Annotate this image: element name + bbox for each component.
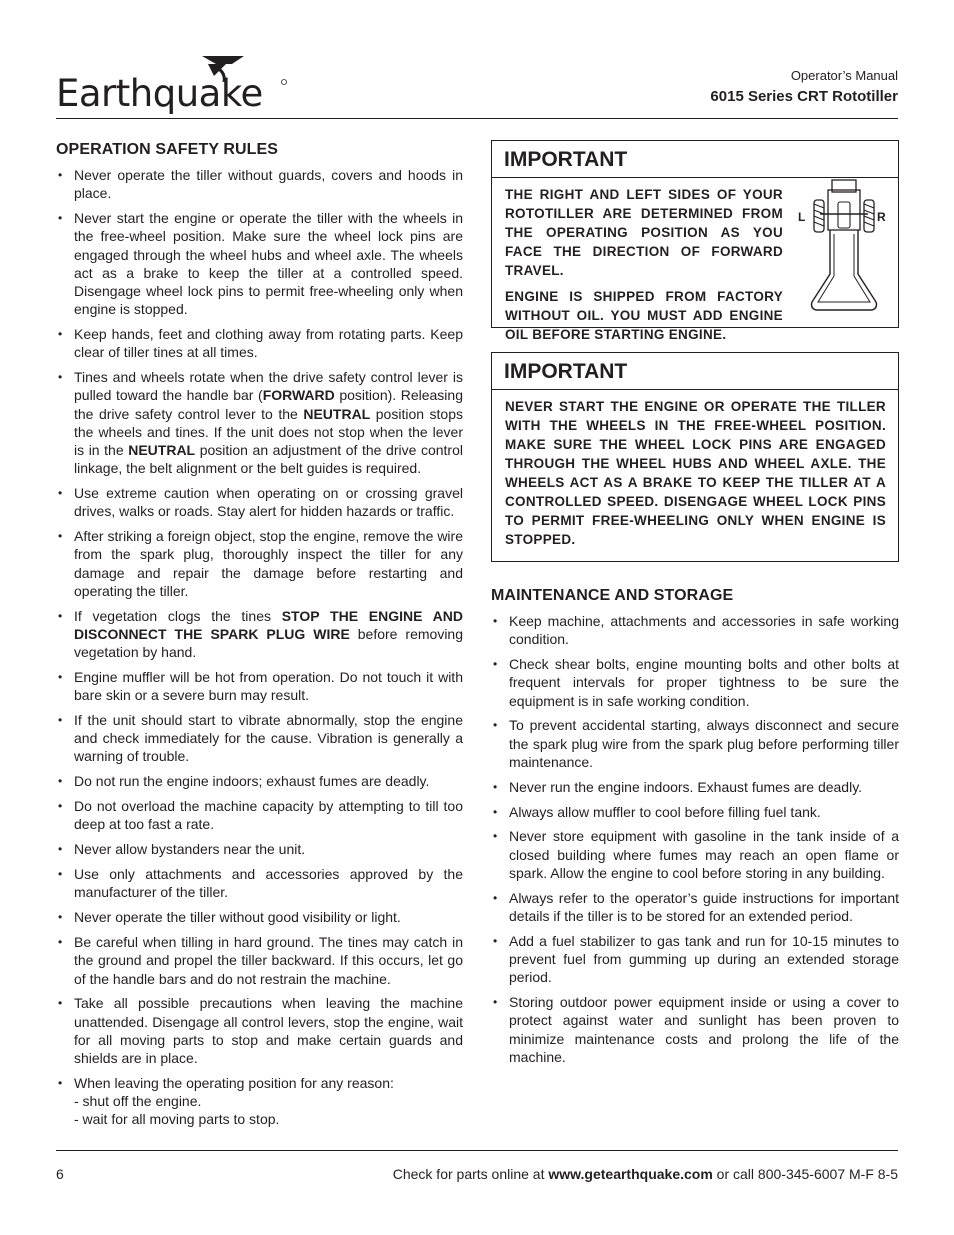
list-item: • Keep machine, attachments and accessories in safe working condition.	[491, 612, 899, 648]
item-text: position). Releasing the drive safety control lever to the	[74, 387, 463, 422]
footer-rule	[56, 1150, 898, 1151]
footer-text: Check for parts online at	[392, 1166, 549, 1182]
list-item: • Use extreme caution when operating on or crossing gravel drives, walks or roads. Stay alert for hidden hazards or traffic.	[56, 484, 463, 520]
list-item: • Do not run the engine indoors; exhaust fumes are deadly.	[56, 772, 463, 790]
item-subline: - wait for all moving parts to stop.	[74, 1111, 280, 1128]
website-link[interactable]: www.getearthquake.com	[548, 1166, 713, 1182]
list-item: • Always allow muffler to cool before filling fuel tank.	[491, 803, 899, 821]
important-text: THE RIGHT AND LEFT SIDES OF YOUR ROTOTILLER ARE DETERMINED FROM THE OPERATING POSITION AS YOU FACE THE DIRECTION OF FORWARD TRAVEL.	[505, 187, 783, 278]
item-text: Tines and wheels rotate when the drive safety control lever is pulled toward the handle bar (	[74, 369, 463, 404]
list-item: • Add a fuel stabilizer to gas tank and run for 10-15 minutes to prevent fuel from gumming up during an extended storage period.	[491, 932, 899, 987]
important-title: IMPORTANT	[492, 141, 898, 178]
safety-rules-section	[56, 140, 463, 1135]
list-item: • If the unit should start to vibrate abnormally, stop the engine and check immediately for the cause. Vibration is generally a warning of trouble.	[56, 711, 463, 766]
list-item: • Always refer to the operator’s guide instructions for important details if the tiller is to be stored for an extended period.	[491, 889, 899, 925]
svg-text:Earthquake: Earthquake	[56, 72, 263, 114]
list-item: • Never allow bystanders near the unit.	[56, 840, 463, 858]
important-body	[492, 178, 795, 356]
maintenance-section	[491, 586, 899, 1066]
important-body	[492, 390, 898, 561]
important-box-sides	[491, 140, 899, 342]
page-header	[56, 50, 898, 118]
list-item: • Storing outdoor power equipment inside or using a cover to protect against water and sunlight has been proven to minimize maintenance costs and prolong the life of the machine.	[491, 993, 899, 1066]
list-item: • Be careful when tilling in hard ground. The tines may catch in the ground and propel the tiller backward. If this occurs, let go of the handle bars and do not restrain the machine.	[56, 933, 463, 988]
list-item: • Never operate the tiller without guards, covers and hoods in place.	[56, 166, 463, 202]
right-side-label: R	[877, 210, 886, 224]
maintenance-heading: MAINTENANCE AND STORAGE	[491, 587, 734, 604]
footer-text: or call 800-345-6007 M-F 8-5	[712, 1166, 898, 1182]
item-subline: - shut off the engine.	[74, 1093, 202, 1110]
footer-contact	[393, 1165, 898, 1183]
item-text: If vegetation clogs the tines	[74, 607, 282, 624]
forward-term: FORWARD	[262, 387, 335, 404]
header-rule	[56, 118, 898, 119]
important-text: ENGINE IS SHIPPED FROM FACTORY WITHOUT OIL. YOU MUST ADD ENGINE OIL BEFORE STARTING ENGINE.	[505, 289, 783, 342]
important-box-freewheel	[491, 352, 899, 562]
list-item	[56, 368, 463, 477]
list-item: • Never run the engine indoors. Exhaust fumes are deadly.	[491, 778, 899, 796]
neutral-term: NEUTRAL	[128, 441, 196, 458]
list-item	[56, 1074, 463, 1129]
list-item	[56, 607, 463, 662]
list-item: • To prevent accidental starting, always disconnect and secure the spark plug wire from the spark plug before performing tiller maintenance.	[491, 716, 899, 771]
important-title: IMPORTANT	[492, 353, 898, 390]
important-text: NEVER START THE ENGINE OR OPERATE THE TILLER WITH THE WHEELS IN THE FREE-WHEEL POSITION. MAKE SURE THE WHEEL LOCK PINS ARE ENGAGED THROUGH THE WHEEL HUBS AND WHEEL AXLE. THE WHEELS ACT AS A BRAKE TO KEEP THE TILLER AT A CONTROLLED SPEED. DISENGAGE WHEEL LOCK PINS TO PERMIT FREE-WHEELING ONLY WHEN ENGINE IS STOPPED.	[505, 399, 886, 547]
left-side-label: L	[798, 210, 806, 224]
item-text: position stops the wheels and tines. If the unit does not stop when the lever is in the	[74, 405, 464, 458]
neutral-term: NEUTRAL	[303, 405, 371, 422]
list-item: • Never operate the tiller without good visibility or light.	[56, 908, 463, 926]
safety-rules-list	[56, 166, 463, 1129]
tiller-top-view-icon	[798, 178, 888, 326]
list-item: • Take all possible precautions when leaving the machine unattended. Disengage all control levers, stop the engine, wait for all moving parts to stop and make certain guards and shields are in place.	[56, 994, 463, 1067]
item-text: position an adjustment of the drive control linkage, the belt alignment or the belt guides is required.	[74, 441, 463, 477]
manual-subtitle: Operator’s Manual	[790, 68, 898, 83]
list-item: • Use only attachments and accessories approved by the manufacturer of the tiller.	[56, 865, 463, 901]
list-item: • Check shear bolts, engine mounting bolts and other bolts at frequent intervals for proper tightness to be sure the equipment is in safe working condition.	[491, 655, 899, 710]
right-column	[491, 140, 899, 1073]
manual-title: 6015 Series CRT Rototiller	[710, 88, 898, 105]
emphasis-warning: STOP THE ENGINE AND DISCONNECT THE SPARK PLUG WIRE	[74, 607, 463, 642]
safety-rules-heading: OPERATION SAFETY RULES	[56, 141, 279, 158]
item-text: before removing vegetation by hand.	[74, 625, 464, 660]
list-item: • Keep hands, feet and clothing away from rotating parts. Keep clear of tiller tines at all times.	[56, 325, 463, 361]
manual-title-block	[710, 68, 898, 107]
item-text: • When leaving the operating position for any reason:	[74, 1074, 394, 1091]
list-item: • After striking a foreign object, stop the engine, remove the wire from the spark plug, thoroughly inspect the tiller for any damage and repair the damage before restarting and operating the tiller.	[56, 527, 463, 600]
page-number: 6	[56, 1166, 64, 1182]
list-item: • Never start the engine or operate the tiller with the wheels in the free-wheel position. Make sure the wheel lock pins are engaged through the wheel hubs and wheel axle. The wheels act as a brake to keep the tiller at a controlled speed. Disengage wheel lock pins to permit free-wheeling only when engine is stopped.	[56, 209, 463, 318]
list-item: • Engine muffler will be hot from operation. Do not touch it with bare skin or a severe burn may result.	[56, 668, 463, 704]
earthquake-logo	[56, 52, 288, 114]
list-item: • Never store equipment with gasoline in the tank inside of a closed building where fumes may reach an open flame or spark. Allow the engine to cool before storing in any building.	[491, 827, 899, 882]
maintenance-list	[491, 612, 899, 1066]
list-item: • Do not overload the machine capacity by attempting to till too deep at too fast a rate.	[56, 797, 463, 833]
